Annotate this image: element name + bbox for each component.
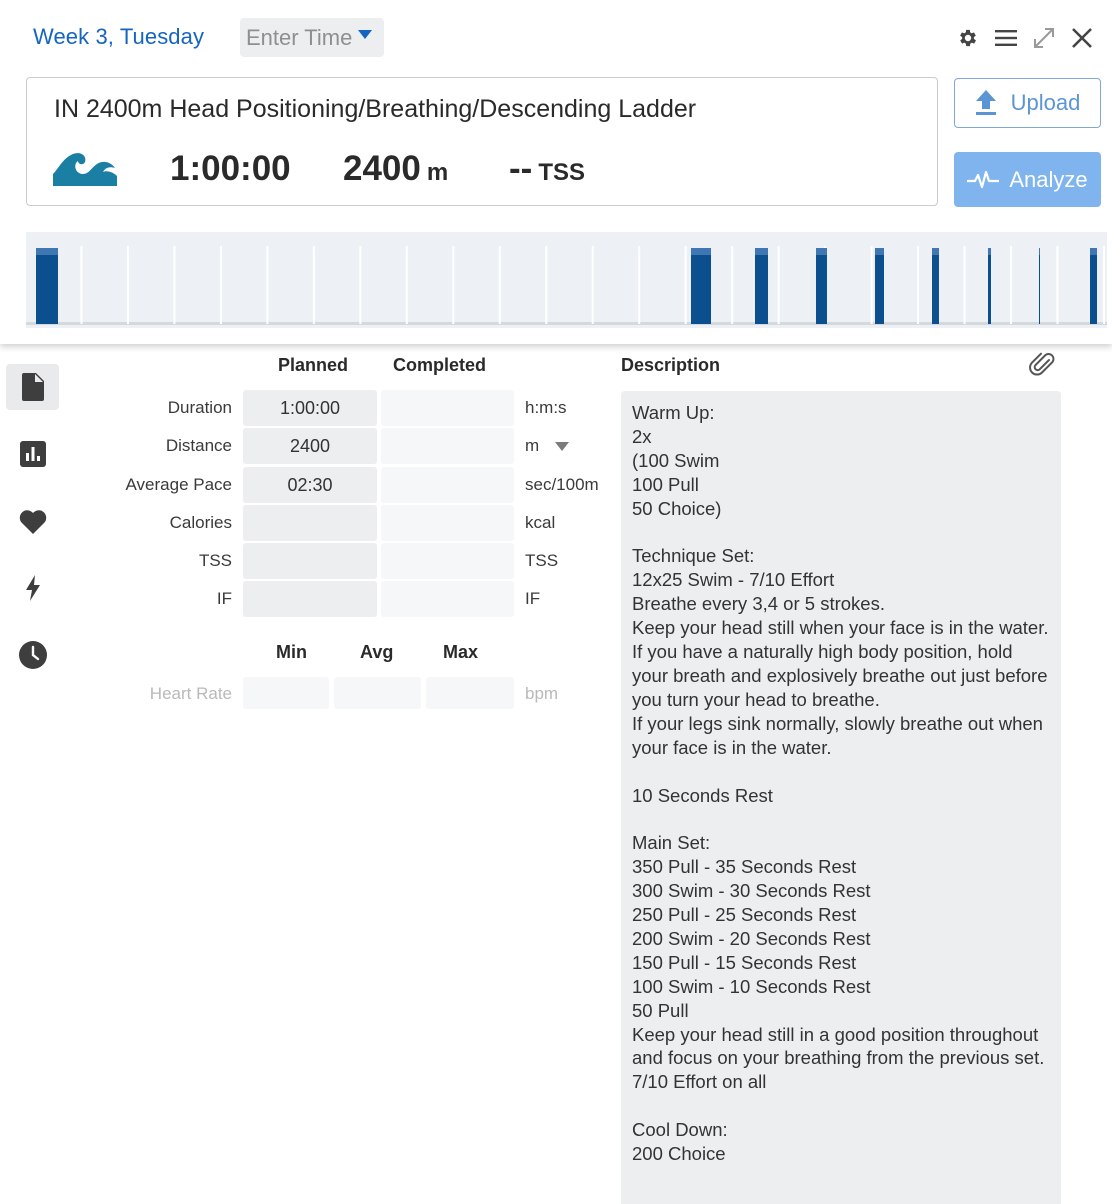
workout-distance (343, 149, 448, 189)
hr-max-field[interactable] (426, 677, 514, 709)
workout-duration (170, 149, 291, 189)
nav-details[interactable] (6, 364, 59, 410)
chevron-down-icon (358, 30, 372, 39)
interval-bar-cap (1090, 248, 1097, 255)
metric-label: IF (216, 589, 232, 608)
menu-icon[interactable] (994, 26, 1018, 50)
metric-unit-label: h:m:s (525, 398, 567, 417)
nav-history[interactable] (6, 632, 59, 678)
planned-field[interactable]: 2400 (243, 428, 377, 464)
interval-separator (545, 246, 547, 324)
interval-bar[interactable] (932, 255, 939, 324)
interval-bar[interactable] (1039, 255, 1040, 324)
workout-header-panel (0, 0, 1112, 344)
interval-bar[interactable] (691, 255, 711, 324)
heart-rate-unit: bpm (525, 684, 559, 703)
analyze-button[interactable] (954, 152, 1101, 207)
hr-avg-header: Avg (360, 642, 394, 662)
interval-separator (638, 246, 640, 324)
duration-value: 1:00:00 (170, 149, 291, 188)
enter-time-select[interactable] (240, 18, 384, 57)
chart-icon (20, 441, 46, 467)
metric-label: Average Pace (125, 475, 232, 494)
interval-separator (592, 246, 594, 324)
close-icon[interactable] (1070, 26, 1094, 50)
interval-separator (80, 246, 82, 324)
workout-tss (509, 149, 585, 189)
tss-value: -- (509, 149, 533, 188)
hr-min-field[interactable] (243, 677, 329, 709)
chart-baseline (26, 322, 1107, 325)
metric-unit (525, 551, 558, 571)
metric-label: Duration (167, 398, 232, 417)
hr-max-header: Max (443, 642, 479, 662)
metric-unit-label: m (525, 436, 540, 455)
interval-separator (406, 246, 408, 324)
metric-unit (525, 398, 567, 418)
interval-bar[interactable] (755, 255, 768, 324)
interval-bar-cap (755, 248, 768, 255)
day-title: Week 3, Tuesday (33, 24, 205, 49)
workout-title[interactable]: IN 2400m Head Positioning/Breathing/Descending Ladder (54, 95, 697, 123)
planned-field[interactable] (243, 505, 377, 541)
hr-min-header: Min (276, 642, 307, 662)
interval-bar[interactable] (1090, 255, 1097, 324)
planned-header: Planned (278, 355, 349, 375)
distance-value: 2400 (343, 149, 421, 188)
workout-summary-card (26, 77, 938, 206)
distance-unit: m (426, 159, 449, 186)
metric-unit (525, 513, 555, 533)
interval-bar[interactable] (816, 255, 827, 324)
metric-unit-label: TSS (525, 551, 559, 570)
completed-field[interactable] (381, 390, 514, 426)
metric-unit-label: sec/100m (525, 475, 599, 494)
expand-icon[interactable] (1032, 26, 1056, 50)
swim-waves-icon (53, 146, 117, 191)
completed-field[interactable] (381, 467, 514, 503)
heart-icon (19, 509, 47, 534)
side-nav (6, 364, 60, 699)
upload-button[interactable] (954, 78, 1101, 128)
chevron-down-icon (555, 442, 569, 451)
interval-bar-cap (36, 248, 58, 255)
workout-structure-chart[interactable] (26, 232, 1107, 328)
metric-label: Distance (165, 436, 232, 455)
completed-field[interactable] (381, 543, 514, 579)
upload-label: Upload (1010, 90, 1081, 115)
enter-time-placeholder: Enter Time (246, 24, 353, 50)
metric-unit-label: IF (525, 589, 541, 608)
interval-separator (1057, 246, 1059, 324)
interval-separator (266, 246, 268, 324)
interval-separator (127, 246, 129, 324)
lightning-icon (25, 575, 41, 601)
header-toolbar (956, 26, 1094, 50)
completed-header: Completed (393, 355, 487, 375)
nav-charts[interactable] (6, 431, 59, 477)
planned-field[interactable]: 1:00:00 (243, 390, 377, 426)
interval-bar-cap (875, 248, 884, 255)
planned-field[interactable] (243, 581, 377, 617)
interval-separator (499, 246, 501, 324)
interval-separator (731, 246, 733, 324)
interval-bar-cap (1039, 248, 1040, 255)
heart-rate-label: Heart Rate (149, 684, 232, 703)
interval-separator (917, 246, 919, 324)
metric-unit (525, 475, 599, 495)
interval-bar[interactable] (36, 255, 58, 324)
interval-separator (173, 246, 175, 324)
nav-power[interactable] (6, 565, 59, 611)
interval-separator (359, 246, 361, 324)
interval-separator (778, 246, 780, 324)
gear-icon[interactable] (956, 26, 980, 50)
description-header: Description (621, 355, 721, 375)
interval-separator (964, 246, 966, 324)
completed-field[interactable] (381, 581, 514, 617)
metric-label: Calories (169, 513, 232, 532)
interval-bar[interactable] (988, 255, 991, 324)
interval-bar-cap (816, 248, 827, 255)
interval-bar[interactable] (875, 255, 884, 324)
interval-bar-cap (988, 248, 991, 255)
interval-separator (1103, 246, 1105, 324)
hr-avg-field[interactable] (334, 677, 421, 709)
analyze-label: Analyze (1009, 166, 1088, 192)
interval-bar-cap (932, 248, 939, 255)
distance-unit-select[interactable] (525, 436, 569, 456)
upload-icon (975, 90, 997, 116)
planned-field[interactable] (243, 543, 377, 579)
interval-separator (685, 246, 687, 324)
completed-field[interactable] (381, 428, 514, 464)
pulse-icon (967, 170, 999, 190)
interval-separator (1010, 246, 1012, 324)
tss-unit: TSS (538, 159, 585, 186)
metric-unit (525, 589, 540, 609)
metric-label: TSS (198, 551, 232, 570)
planned-field[interactable]: 02:30 (243, 467, 377, 503)
completed-field[interactable] (381, 505, 514, 541)
metric-unit-label: kcal (525, 513, 556, 532)
document-icon (22, 373, 44, 401)
description-textarea[interactable]: Warm Up: 2x (100 Swim 100 Pull 50 Choice) Technique Set: 12x25 Swim - 7/10 Effort Breathe every 3,4 or 5 strokes. Keep your head still when your face is in the water. If you have a naturally high body position, hold your breath and explosively breathe out just before you turn your head to breathe. If your legs sink normally, slowly breathe out when your face is in the water. 10 Seconds Rest Main Set: 350 Pull - 35 Seconds Rest 300 Swim - 30 Seconds Rest 250 Pull - 25 Seconds Rest 200 Swim - 20 Seconds Rest 150 Pull - 15 Seconds Rest 100 Swim - 10 Seconds Rest 50 Pull Keep your head still in a good position throughout and focus on your breathing from the previous set. 7/10 Effort on all Cool Down: 200 Choice (621, 391, 1061, 1204)
interval-separator (220, 246, 222, 324)
clock-icon (19, 641, 47, 669)
nav-heart-rate[interactable] (6, 498, 59, 544)
interval-separator (452, 246, 454, 324)
paperclip-icon[interactable] (1029, 350, 1055, 383)
interval-separator (871, 246, 873, 324)
interval-bar-cap (691, 248, 711, 255)
interval-separator (313, 246, 315, 324)
